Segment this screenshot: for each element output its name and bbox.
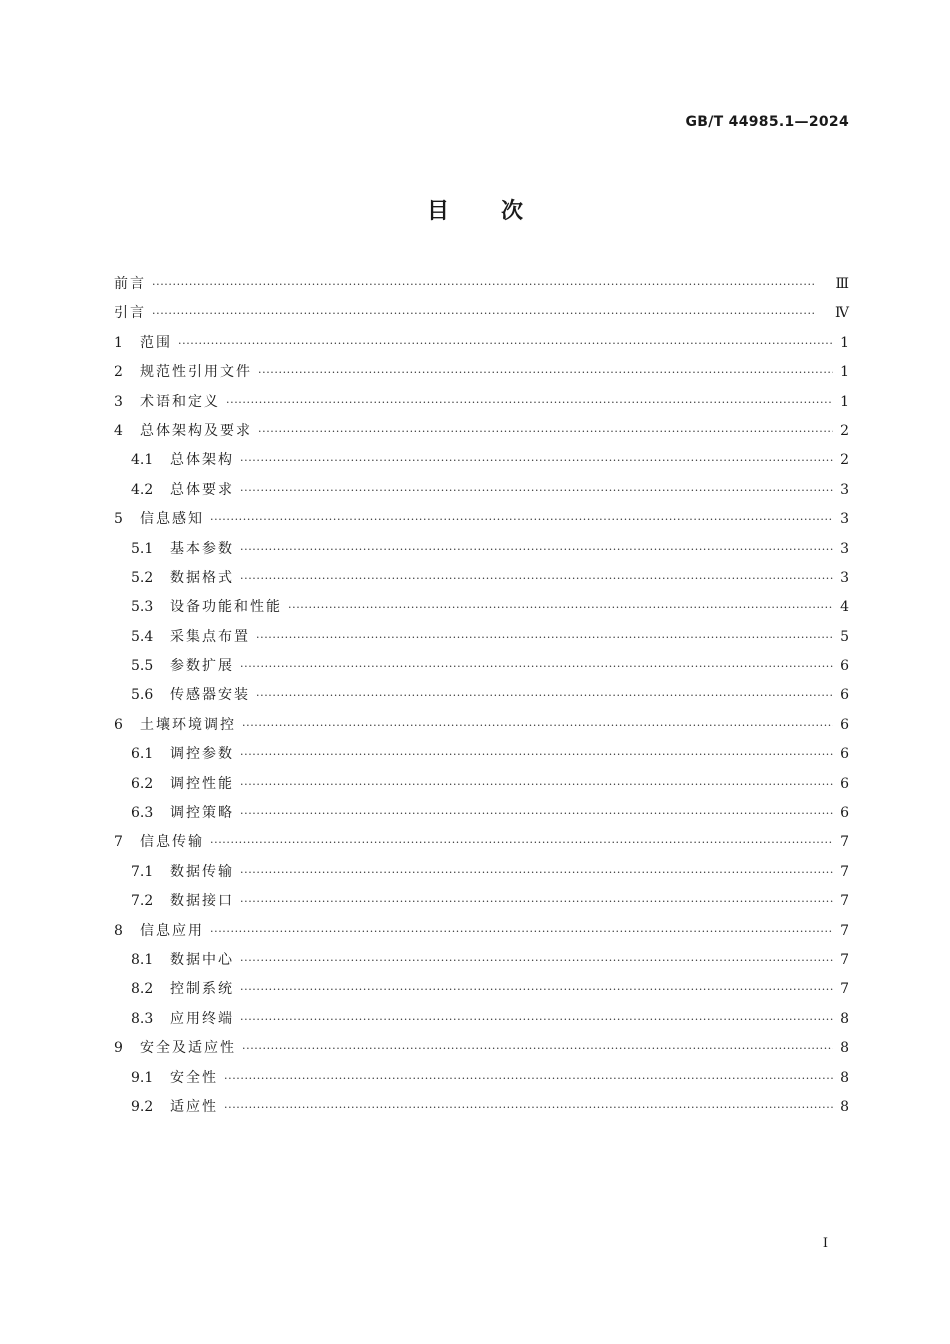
toc-entry-page: 3 xyxy=(840,481,849,498)
dot-leader xyxy=(240,652,833,681)
toc-entry[interactable] xyxy=(114,828,849,857)
dot-leader xyxy=(178,329,833,358)
toc-entry[interactable] xyxy=(114,535,849,564)
dot-leader xyxy=(288,593,833,622)
dot-leader xyxy=(240,858,833,887)
toc-entry-number: 6.1 xyxy=(131,746,154,763)
toc-entry-number: 5.2 xyxy=(131,569,154,586)
toc-entry-page: 6 xyxy=(840,687,849,704)
dot-leader xyxy=(152,270,829,299)
toc-entry[interactable] xyxy=(114,1093,849,1122)
toc-entry-title: 范围 xyxy=(140,334,172,351)
toc-entry-page: 8 xyxy=(840,1069,849,1086)
toc-entry-number: 6.2 xyxy=(131,775,154,792)
toc-entry-number: 6 xyxy=(114,716,123,733)
dot-leader xyxy=(240,1005,833,1034)
dot-leader xyxy=(242,711,833,740)
toc-entry-title: 引言 xyxy=(114,305,146,322)
toc-entry[interactable] xyxy=(114,505,849,534)
toc-entry-title: 总体架构及要求 xyxy=(140,422,252,439)
toc-entry[interactable] xyxy=(114,623,849,652)
dot-leader xyxy=(240,887,833,916)
toc-entry-page: 8 xyxy=(840,1040,849,1057)
toc-entry-number: 9.2 xyxy=(131,1098,154,1115)
toc-entry[interactable] xyxy=(114,1005,849,1034)
dot-leader xyxy=(258,358,833,387)
toc-entry-number: 4.1 xyxy=(131,452,154,469)
toc-entry[interactable] xyxy=(114,770,849,799)
dot-leader xyxy=(224,1093,833,1122)
toc-entry[interactable] xyxy=(114,681,849,710)
toc-entry-title: 传感器安装 xyxy=(170,687,250,704)
toc-entry[interactable] xyxy=(114,711,849,740)
dot-leader xyxy=(152,299,829,328)
dot-leader xyxy=(210,828,833,857)
toc-entry-number: 8.2 xyxy=(131,981,154,998)
toc-entry-title: 基本参数 xyxy=(170,540,234,557)
toc-entry-title: 信息应用 xyxy=(140,922,204,939)
toc-entry-page: 7 xyxy=(840,863,849,880)
toc-entry-number: 7.1 xyxy=(131,863,154,880)
toc-entry-title: 前言 xyxy=(114,276,146,292)
toc-entry-page: 6 xyxy=(840,775,849,792)
toc-entry-page: 7 xyxy=(840,922,849,939)
toc-entry[interactable] xyxy=(114,975,849,1004)
toc-entry[interactable] xyxy=(114,476,849,505)
toc-entry-page: 6 xyxy=(840,805,849,822)
toc-entry-number: 9 xyxy=(114,1040,123,1057)
toc-entry-title: 规范性引用文件 xyxy=(140,364,252,381)
toc-entry[interactable] xyxy=(114,858,849,887)
dot-leader xyxy=(240,740,833,769)
toc-entry-page: 5 xyxy=(840,628,849,645)
dot-leader xyxy=(240,564,833,593)
dot-leader xyxy=(224,1064,833,1093)
toc-entry[interactable] xyxy=(114,446,849,475)
page-number: I xyxy=(822,1236,828,1251)
toc-entry[interactable] xyxy=(114,799,849,828)
toc-entry-page: 6 xyxy=(840,746,849,763)
title-char-2: 次 xyxy=(501,199,524,224)
toc-entry-page: 2 xyxy=(840,422,849,439)
toc-entry-title: 采集点布置 xyxy=(170,628,250,645)
toc-entry-page: 4 xyxy=(840,599,849,616)
toc-entry[interactable] xyxy=(114,270,849,299)
toc-entry-page: 8 xyxy=(840,1010,849,1027)
toc-entry[interactable] xyxy=(114,417,849,446)
toc-entry-title: 安全性 xyxy=(170,1069,218,1086)
toc-entry-number: 4 xyxy=(114,422,123,439)
toc-entry-page: 3 xyxy=(840,540,849,557)
toc-entry-title: 土壤环境调控 xyxy=(140,716,236,733)
dot-leader xyxy=(240,946,833,975)
toc-entry-page: 7 xyxy=(840,951,849,968)
toc-entry[interactable] xyxy=(114,740,849,769)
toc-entry-title: 信息感知 xyxy=(140,511,204,528)
toc-entry-page: 7 xyxy=(840,893,849,910)
toc-entry-number: 2 xyxy=(114,364,123,381)
title-char-1: 目 xyxy=(426,199,449,224)
toc-entry[interactable] xyxy=(114,887,849,916)
dot-leader xyxy=(240,446,833,475)
toc-entry-title: 调控性能 xyxy=(170,775,234,792)
dot-leader xyxy=(256,681,833,710)
toc-entry-number: 7.2 xyxy=(131,893,154,910)
toc-entry-page: 6 xyxy=(840,716,849,733)
toc-entry-title: 应用终端 xyxy=(170,1010,234,1027)
toc-entry-number: 3 xyxy=(114,393,123,410)
toc-entry[interactable] xyxy=(114,329,849,358)
toc-entry[interactable] xyxy=(114,388,849,417)
toc-entry-title: 数据传输 xyxy=(170,863,234,880)
toc-entry-number: 5.5 xyxy=(131,658,154,675)
toc-entry-page: 6 xyxy=(840,658,849,675)
toc-entry-page: 7 xyxy=(840,981,849,998)
toc-entry-number: 8.1 xyxy=(131,951,154,968)
toc-entry-page: 2 xyxy=(840,452,849,469)
toc-entry-number: 5.3 xyxy=(131,599,154,616)
toc-entry-number: 8.3 xyxy=(131,1010,154,1027)
dot-leader xyxy=(258,417,833,446)
toc-entry[interactable] xyxy=(114,1034,849,1063)
toc-entry-title: 安全及适应性 xyxy=(140,1040,236,1057)
toc-entry-title: 总体架构 xyxy=(170,452,234,469)
toc-entry-page: 1 xyxy=(840,364,849,381)
toc-entry-title: 数据格式 xyxy=(170,569,234,586)
toc-entry[interactable] xyxy=(114,358,849,387)
toc-entry-number: 5.4 xyxy=(131,628,154,645)
toc-entry-number: 9.1 xyxy=(131,1069,154,1086)
toc-entry-page: 3 xyxy=(840,569,849,586)
toc-entry-title: 总体要求 xyxy=(170,481,234,498)
toc-entry-title: 适应性 xyxy=(170,1098,218,1115)
toc-entry[interactable] xyxy=(114,1064,849,1093)
toc-entry-page: 1 xyxy=(840,334,849,351)
toc-entry-title: 信息传输 xyxy=(140,834,204,851)
toc-entry-title: 数据中心 xyxy=(170,951,234,968)
dot-leader xyxy=(242,1034,833,1063)
toc-entry-page: 3 xyxy=(840,511,849,528)
toc-entry[interactable] xyxy=(114,299,849,328)
toc-entry-title: 数据接口 xyxy=(170,893,234,910)
toc-entry-title: 调控策略 xyxy=(170,805,234,822)
toc-entry[interactable] xyxy=(114,564,849,593)
table-of-contents xyxy=(114,270,849,1122)
toc-entry-number: 7 xyxy=(114,834,123,851)
dot-leader xyxy=(240,535,833,564)
toc-entry-page: Ⅲ xyxy=(835,276,849,292)
toc-entry-title: 控制系统 xyxy=(170,981,234,998)
dot-leader xyxy=(226,388,833,417)
toc-entry-number: 5.6 xyxy=(131,687,154,704)
toc-entry[interactable] xyxy=(114,652,849,681)
toc-entry-title: 术语和定义 xyxy=(140,393,220,410)
toc-entry-title: 调控参数 xyxy=(170,746,234,763)
dot-leader xyxy=(256,623,833,652)
dot-leader xyxy=(240,770,833,799)
toc-entry-page: 8 xyxy=(840,1098,849,1115)
dot-leader xyxy=(210,917,833,946)
standard-number: GB/T 44985.1—2024 xyxy=(685,114,849,130)
toc-entry-page: 7 xyxy=(840,834,849,851)
toc-entry-page: Ⅳ xyxy=(835,305,849,322)
toc-entry[interactable] xyxy=(114,593,849,622)
toc-entry-title: 设备功能和性能 xyxy=(170,599,282,616)
dot-leader xyxy=(240,799,833,828)
toc-entry-number: 1 xyxy=(114,334,123,351)
toc-entry-number: 4.2 xyxy=(131,481,154,498)
toc-entry[interactable] xyxy=(114,917,849,946)
dot-leader xyxy=(240,975,833,1004)
toc-entry-page: 1 xyxy=(840,393,849,410)
toc-entry-number: 5.1 xyxy=(131,540,154,557)
toc-entry-number: 5 xyxy=(114,511,123,528)
page-title xyxy=(0,194,950,225)
dot-leader xyxy=(210,505,833,534)
toc-entry-number: 6.3 xyxy=(131,805,154,822)
dot-leader xyxy=(240,476,833,505)
toc-entry-title: 参数扩展 xyxy=(170,658,234,675)
toc-entry-number: 8 xyxy=(114,922,123,939)
toc-entry[interactable] xyxy=(114,946,849,975)
